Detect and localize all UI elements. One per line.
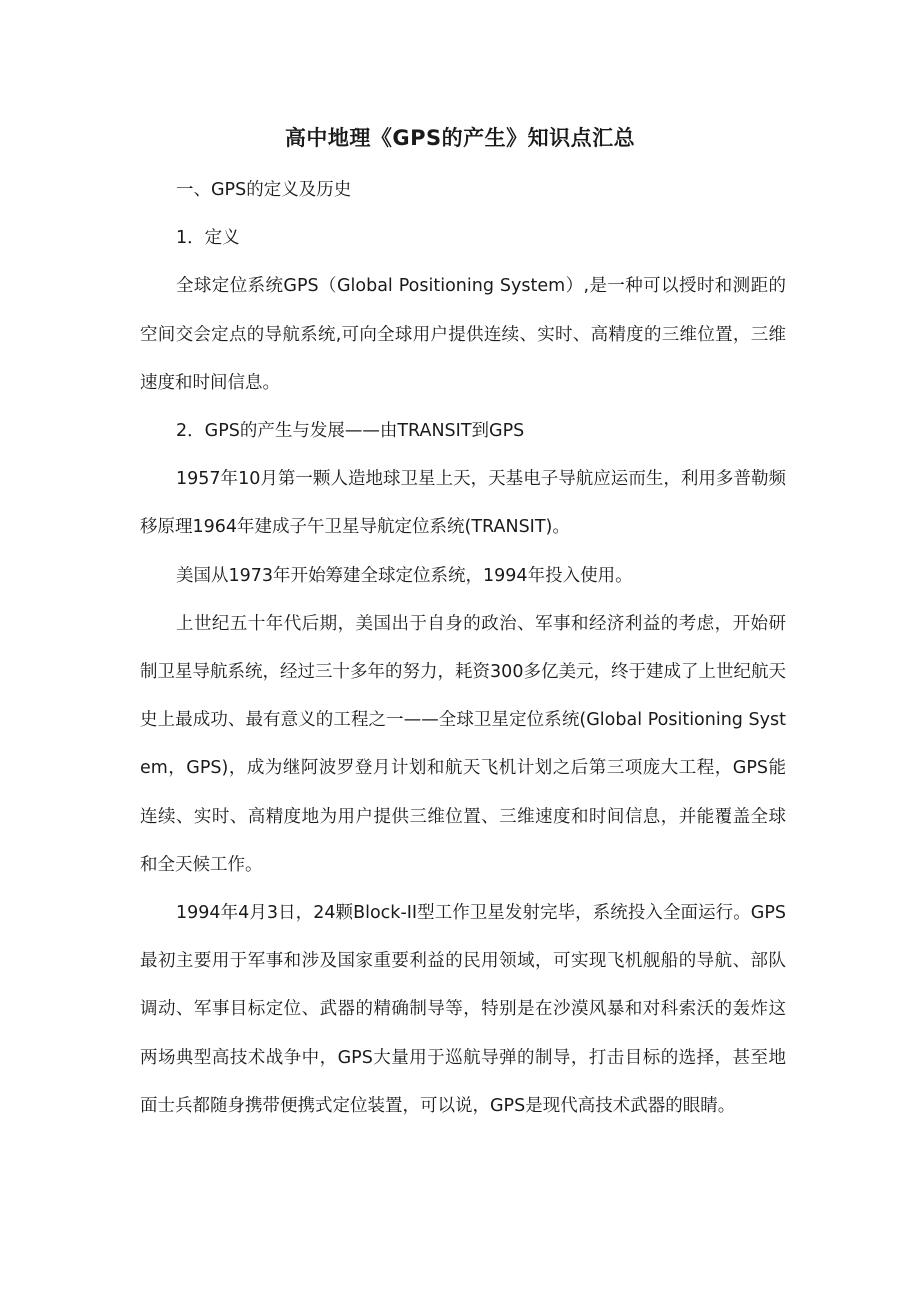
subheading-origin-development: 2．GPS的产生与发展——由TRANSIT到GPS <box>176 421 525 442</box>
paragraph-gps-definition: 全球定位系统GPS（Global Positioning System）,是一种可以授时和测距的空间交会定点的导航系统,可向全球用户提供连续、实时、高精度的三维位置，三维速度和时间信息。 <box>140 276 786 393</box>
paragraph-development-history: 上世纪五十年代后期，美国出于自身的政治、军事和经济利益的考虑，开始研制卫星导航系统，经过三十多年的努力，耗资300多亿美元，终于建成了上世纪航天史上最成功、最有意义的工程之一——全球卫星定位系统(Global Positioning System，GPS)，成为继阿波罗登月计划和航天飞机计划之后第三项庞大工程，GPS能连续、实时、高精度地为用户提供三维位置、三维速度和时间信息，并能覆盖全球和全天候工作。 <box>140 613 786 875</box>
document-body <box>140 166 786 1130</box>
paragraph-transit: 1957年10月第一颗人造地球卫星上天，天基电子导航应运而生，利用多普勒频移原理1964年建成子午卫星导航定位系统(TRANSIT)。 <box>140 469 786 538</box>
paragraph-us-construction: 美国从1973年开始筹建全球定位系统，1994年投入使用。 <box>176 565 633 586</box>
subheading-definition: 1．定义 <box>176 228 240 249</box>
section-heading-definition-history: 一、GPS的定义及历史 <box>176 180 352 200</box>
document-title: 高中地理《GPS的产生》知识点汇总 <box>284 126 636 150</box>
paragraph-military-use: 1994年4月3日，24颗Block-II型工作卫星发射完毕，系统投入全面运行。GPS最初主要用于军事和涉及国家重要利益的民用领域，可实现飞机舰船的导航、部队调动、军事目标定位、武器的精确制导等，特别是在沙漠风暴和对科索沃的轰炸这两场典型高技术战争中，GPS大量用于巡航导弹的制导，打击目标的选择，甚至地面士兵都随身携带便携式定位装置，可以说，GPS是现代高技术武器的眼睛。 <box>140 903 786 1116</box>
